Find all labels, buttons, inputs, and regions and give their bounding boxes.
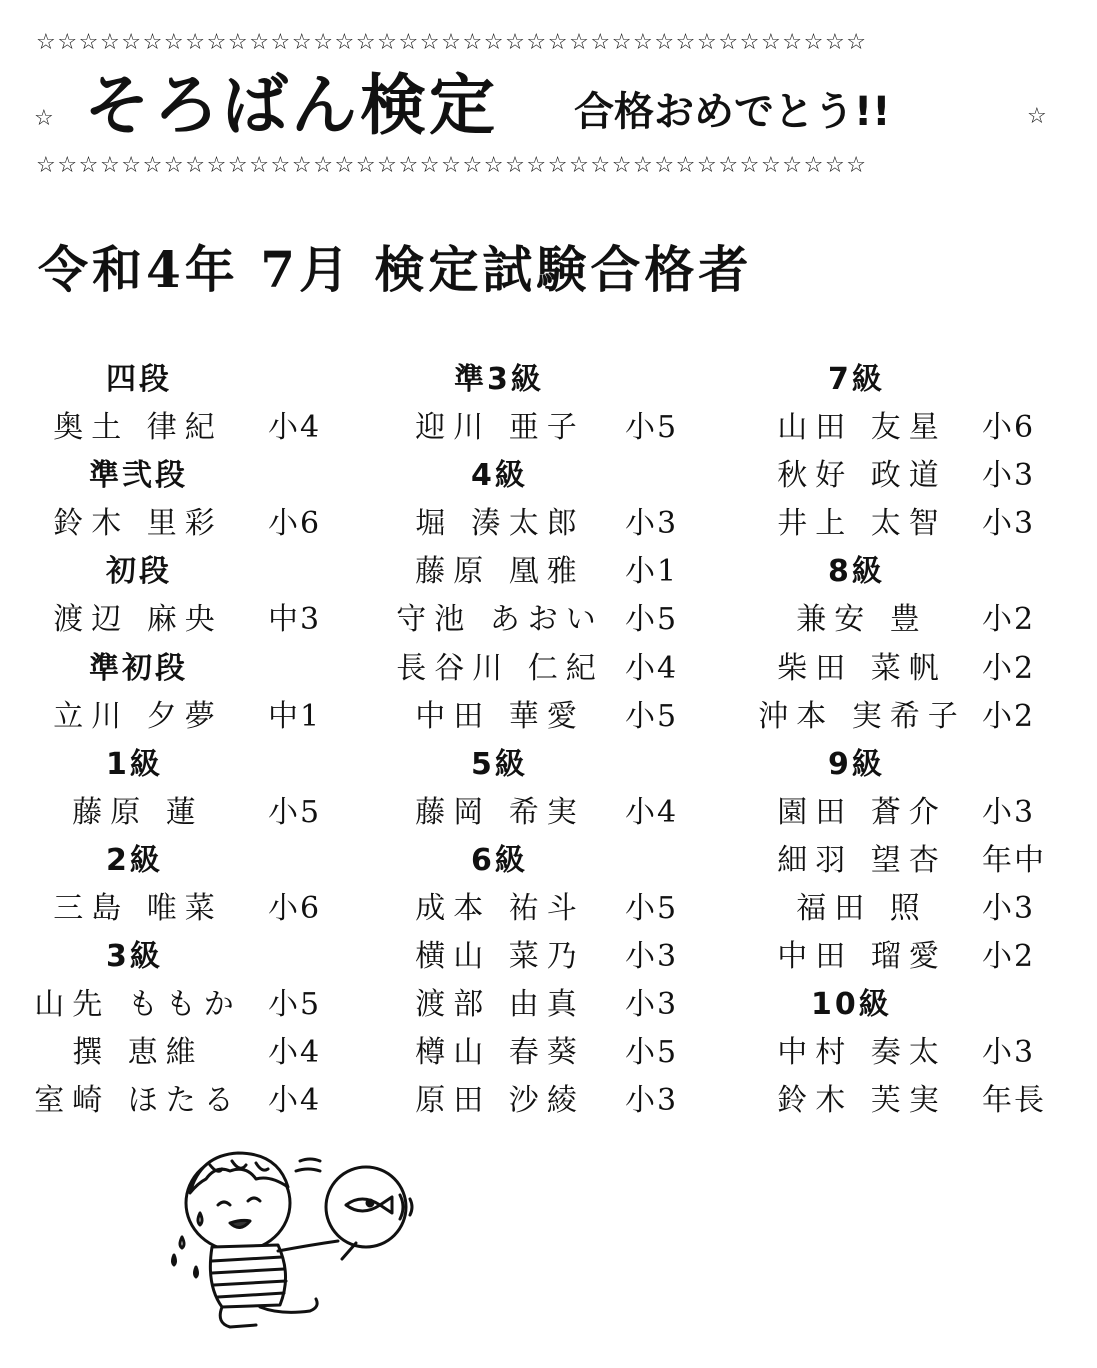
- column-right: [752, 356, 1097, 1126]
- passer-school-year: 年長: [982, 1083, 1046, 1119]
- passer-school-year: 小4: [268, 410, 322, 446]
- passer-row: [752, 837, 1097, 885]
- passer-row: [395, 933, 745, 981]
- passer-row: [28, 885, 378, 933]
- passer-row: [395, 1029, 745, 1077]
- grade-heading: 10級: [811, 987, 892, 1023]
- passer-row: [395, 1077, 745, 1125]
- passer-row: [28, 1077, 378, 1125]
- grade-heading: 6級: [471, 842, 528, 878]
- star-left-icon: ☆: [34, 106, 54, 131]
- passer-row: [752, 500, 1097, 548]
- grade-heading: 四段: [106, 362, 172, 397]
- passer-name: 沖本 実希子: [758, 698, 966, 734]
- grade-heading: 準初段: [89, 650, 188, 686]
- passer-school-year: 小4: [268, 1083, 322, 1119]
- passer-name: 撰 恵維: [72, 1035, 204, 1071]
- passer-row: [752, 933, 1097, 981]
- grade-heading: 3級: [106, 939, 163, 975]
- passer-school-year: 小5: [268, 794, 322, 830]
- passer-name: 藤原 凰雅: [415, 554, 585, 590]
- passer-name: 鈴木 芙実: [777, 1083, 947, 1119]
- passer-school-year: 小6: [268, 891, 322, 927]
- passer-school-year: 小5: [625, 891, 679, 927]
- passer-school-year: 小2: [982, 602, 1036, 638]
- column-left: [28, 356, 378, 1126]
- passer-row: [395, 981, 745, 1029]
- grade-heading: 準3級: [454, 362, 544, 397]
- passer-row: [752, 1029, 1097, 1077]
- passer-school-year: 小3: [982, 506, 1036, 542]
- passer-school-year: 年中: [982, 842, 1046, 878]
- passer-name: 柴田 菜帆: [777, 650, 947, 686]
- passer-school-year: 小4: [625, 794, 679, 830]
- passer-school-year: 小3: [982, 891, 1036, 927]
- grade-heading: 5級: [471, 746, 528, 782]
- passer-row: [395, 885, 745, 933]
- star-border-top: ☆☆☆☆☆☆☆☆☆☆☆☆☆☆☆☆☆☆☆☆☆☆☆☆☆☆☆☆☆☆☆☆☆☆☆☆☆☆☆: [36, 31, 868, 55]
- grade-heading: 1級: [106, 746, 163, 782]
- passer-school-year: 小5: [625, 698, 679, 734]
- passer-row: [752, 1077, 1097, 1125]
- passer-row: [28, 404, 378, 452]
- passer-name: 渡辺 麻央: [53, 602, 223, 638]
- passer-school-year: 小5: [625, 1035, 679, 1071]
- passer-name: 藤原 蓮: [72, 794, 204, 830]
- passer-row: [28, 981, 378, 1029]
- passer-school-year: 小2: [982, 939, 1036, 975]
- passer-name: 山先 ももか: [34, 987, 242, 1023]
- passer-name: 三島 唯菜: [53, 891, 223, 927]
- passer-school-year: 小4: [268, 1035, 322, 1071]
- passer-school-year: 小5: [625, 602, 679, 638]
- passer-name: 秋好 政道: [777, 458, 947, 494]
- passer-row: [752, 452, 1097, 500]
- passer-name: 堀 湊太郎: [415, 506, 585, 542]
- passer-school-year: 中1: [268, 698, 322, 734]
- passer-row: [28, 1029, 378, 1077]
- passer-school-year: 小3: [982, 458, 1036, 494]
- passer-row: [395, 596, 745, 644]
- passer-name: 藤岡 希実: [415, 794, 585, 830]
- passer-row: [395, 548, 745, 596]
- grade-heading: 9級: [828, 746, 885, 782]
- passer-row: [752, 404, 1097, 452]
- passer-name: 室崎 ほたる: [34, 1083, 242, 1119]
- passer-school-year: 小2: [982, 650, 1036, 686]
- passer-name: 渡部 由真: [415, 987, 585, 1023]
- banner-title: そろばん検定: [84, 67, 498, 144]
- passer-row: [752, 885, 1097, 933]
- grade-heading: 4級: [471, 458, 528, 494]
- passer-row: [395, 404, 745, 452]
- passer-row: [395, 500, 745, 548]
- passer-row: [752, 596, 1097, 644]
- passer-row: [28, 596, 378, 644]
- passer-name: 原田 沙綾: [415, 1083, 585, 1119]
- passer-name: 奥土 律紀: [53, 410, 223, 446]
- grade-heading: 8級: [828, 554, 885, 590]
- passer-row: [752, 693, 1097, 741]
- child-with-fan-illustration: [160, 1135, 420, 1335]
- star-right-icon: ☆: [1027, 104, 1047, 129]
- passer-name: 兼安 豊: [796, 602, 928, 638]
- passer-school-year: 小1: [625, 554, 679, 590]
- passer-school-year: 小6: [982, 410, 1036, 446]
- page-heading: 令和4年 7月 検定試験合格者: [38, 240, 753, 299]
- passer-school-year: 小3: [982, 1035, 1036, 1071]
- passer-school-year: 小2: [982, 698, 1036, 734]
- passer-school-year: 小5: [268, 987, 322, 1023]
- grade-heading: 2級: [106, 842, 163, 878]
- passer-row: [28, 500, 378, 548]
- passer-row: [395, 645, 745, 693]
- passer-school-year: 中3: [268, 602, 322, 638]
- passer-name: 井上 太智: [777, 506, 947, 542]
- passer-name: 中田 華愛: [415, 698, 585, 734]
- column-middle: [395, 356, 745, 1126]
- passer-row: [395, 789, 745, 837]
- passer-row: [395, 693, 745, 741]
- passer-row: [752, 645, 1097, 693]
- passer-school-year: 小3: [625, 939, 679, 975]
- passer-name: 守池 あおい: [396, 602, 604, 638]
- passer-name: 細羽 望杏: [777, 842, 947, 878]
- passer-name: 迎川 亜子: [415, 410, 585, 446]
- passer-school-year: 小4: [625, 650, 679, 686]
- passer-name: 横山 菜乃: [415, 939, 585, 975]
- passer-school-year: 小3: [625, 506, 679, 542]
- passer-school-year: 小3: [625, 1083, 679, 1119]
- passer-name: 中田 瑠愛: [777, 939, 947, 975]
- passer-name: 樽山 春葵: [415, 1035, 585, 1071]
- passer-name: 立川 夕夢: [53, 698, 223, 734]
- grade-heading: 初段: [106, 554, 172, 590]
- passer-name: 鈴木 里彩: [53, 506, 223, 542]
- passer-name: 山田 友星: [777, 410, 947, 446]
- grade-heading: 7級: [828, 362, 885, 397]
- passer-school-year: 小3: [982, 794, 1036, 830]
- passer-name: 長谷川 仁紀: [396, 650, 604, 686]
- passer-name: 福田 照: [796, 891, 928, 927]
- passer-row: [28, 693, 378, 741]
- passer-name: 園田 蒼介: [777, 794, 947, 830]
- grade-heading: 準弐段: [89, 458, 188, 494]
- star-border-bottom: ☆☆☆☆☆☆☆☆☆☆☆☆☆☆☆☆☆☆☆☆☆☆☆☆☆☆☆☆☆☆☆☆☆☆☆☆☆☆☆: [36, 154, 868, 178]
- passer-row: [752, 789, 1097, 837]
- passer-name: 中村 奏太: [777, 1035, 947, 1071]
- passer-name: 成本 祐斗: [415, 891, 585, 927]
- banner-subtitle: 合格おめでとう!!: [574, 89, 891, 135]
- passer-school-year: 小6: [268, 506, 322, 542]
- passer-school-year: 小3: [625, 987, 679, 1023]
- passer-school-year: 小5: [625, 410, 679, 446]
- passer-row: [28, 789, 378, 837]
